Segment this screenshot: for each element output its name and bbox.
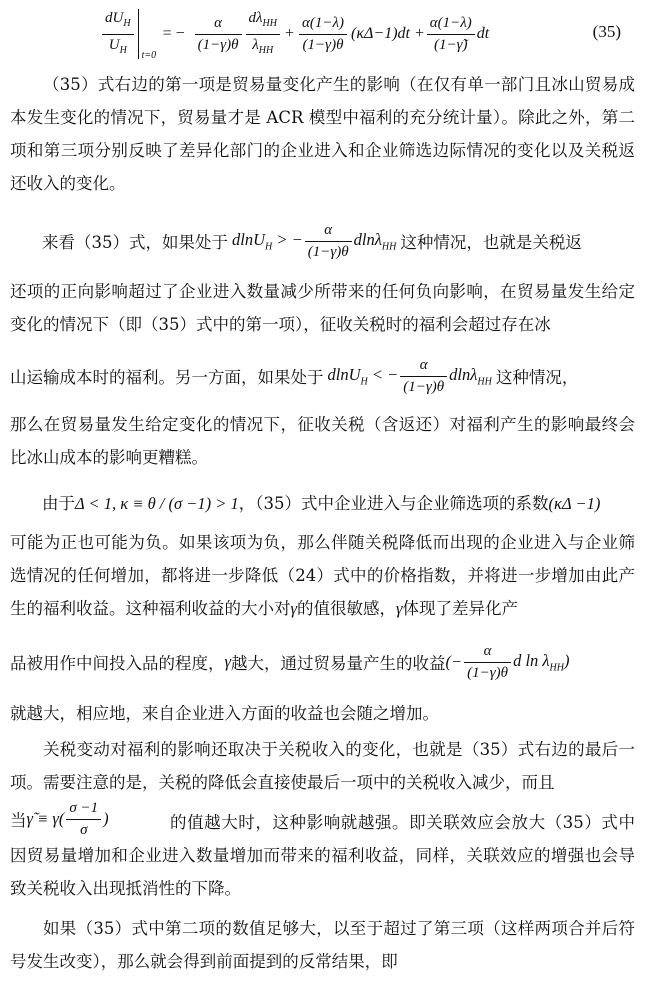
term2-tail: (κΔ−1)dt + xyxy=(351,25,425,42)
paragraph-7-formula-line: 当 γ̃ ≡ γ( $\frac{\sigma -1}{\sigma}$ ) xyxy=(10,799,109,838)
paragraph-6: 就越大，相应地，来自企业进入方面的收益也会随之增加。 xyxy=(10,704,439,723)
equation-number: (35) xyxy=(592,22,621,41)
term2-fraction: $\frac{\alpha(1-\lambda)}{(1-\gamma)\theta}$ xyxy=(299,14,347,55)
paragraph-2-formula-line: 来看（35）式，如果处于 dlnU$_H$ > − $\frac{\alpha}{(1-\gamma)\theta}$ dlnλ$_{HH}$ 这种情况，也就是关税返 xyxy=(42,221,582,260)
term1-fraction: $\frac{d\lambda_{HH}}{\lambda_{HH}}$ xyxy=(246,9,280,60)
inline-fraction-2: $\frac{\alpha}{(1-\gamma)\theta}$ xyxy=(400,356,447,397)
lhs-fraction: $\frac{dU_H}{U_H}$ xyxy=(102,9,134,60)
paragraph-4-first-line: 由于Δ < 1, κ ≡ θ / (σ −1) > 1，（35）式中企业进入与企业筛选项的系数(κΔ −1) xyxy=(42,494,601,513)
paragraph-7-body: 的值越大时，这种影响就越强。即关联效应会放大（35）式中因贸易量增加和企业进入数量增加而带来的福利收益，同样，关联效应的增强也会导致关税收入出现抵消性的下降。 xyxy=(10,813,635,898)
paragraph-1: （35）式右边的第一项是贸易量变化产生的影响（在仅有单一部门且冰山贸易成本发生变化的情况下，贸易量才是 ACR 模型中福利的充分统计量）。除此之外，第二项和第三项分别反映了差异化部门的企业进入和企业筛选边际情况的变化以及关税返还收入的变化。 xyxy=(10,75,635,193)
paragraph-5-formula-line: 品被用作中间投入品的程度， γ 越大，通过贸易量产生的收益 (− $\frac{\alpha}{(1-\gamma)\theta}$ d $\ln \lambda_{HH}$) xyxy=(10,642,570,681)
inline-fraction-1: $\frac{\alpha}{(1-\gamma)\theta}$ xyxy=(305,221,352,262)
equation-35: $\frac{dU_H}{U_H}$ t=0 = − $\frac{\alpha}{(1-\gamma)\theta}$ $\frac{d\lambda_{HH}}{\lambda_{HH}}$ + $\frac{\alpha(1-\lambda)}{(1-\gamma)\theta}$ (κΔ−1)dt + $\frac{\alpha(1-\lambda)}{(1-\gammã)}$ dt xyxy=(100,6,489,62)
paragraph-3-continuation: 那么在贸易量发生给定变化的情况下，征收关税（含返还）对福利产生的影响最终会比冰山成本的影响更糟糕。 xyxy=(10,415,635,467)
paragraph-4-body: 可能为正也可能为负。如果该项为负，那么伴随关税降低而出现的企业进入与企业筛选情况的任何增加，都将进一步降低（24）式中的价格指数，并将进一步增加由此产生的福利收益。这种福利收益的大小对γ的值很敏感，γ体现了差异化产 xyxy=(10,533,635,618)
paragraph-2-continuation: 还项的正向影响超过了企业进入数量减少所带来的任何负向影响，在贸易量发生给定变化的情况下（即（35）式中的第一项），征收关税时的福利会超过存在冰 xyxy=(10,282,635,334)
term3-fraction: $\frac{\alpha(1-\lambda)}{(1-\gammã)}$ xyxy=(427,14,475,55)
inline-fraction-3: $\frac{\alpha}{(1-\gamma)\theta}$ xyxy=(464,642,511,683)
term1-coefficient: $\frac{\alpha}{(1-\gamma)\theta}$ xyxy=(195,14,242,55)
term3-tail: dt xyxy=(476,25,490,42)
evaluation-bar: t=0 xyxy=(138,9,139,59)
paragraph-7-intro: 关税变动对福利的影响还取决于关税收入的变化，也就是（35）式右边的最后一项。需要注意的是，关税的降低会直接使最后一项中的关税收入减少，而且 xyxy=(10,740,635,792)
paragraph-8: 如果（35）式中第二项的数值足够大，以至于超过了第三项（这样两项合并后符号发生改变），那么就会得到前面提到的反常结果，即 xyxy=(10,919,635,971)
paragraph-3-formula-line: 山运输成本时的福利。另一方面，如果处于 dlnU$_H$ < − $\frac{\alpha}{(1-\gamma)\theta}$ dlnλ$_{HH}$ 这种情况， xyxy=(10,356,579,395)
inline-fraction-4: $\frac{\sigma -1}{\sigma}$ xyxy=(66,799,101,840)
